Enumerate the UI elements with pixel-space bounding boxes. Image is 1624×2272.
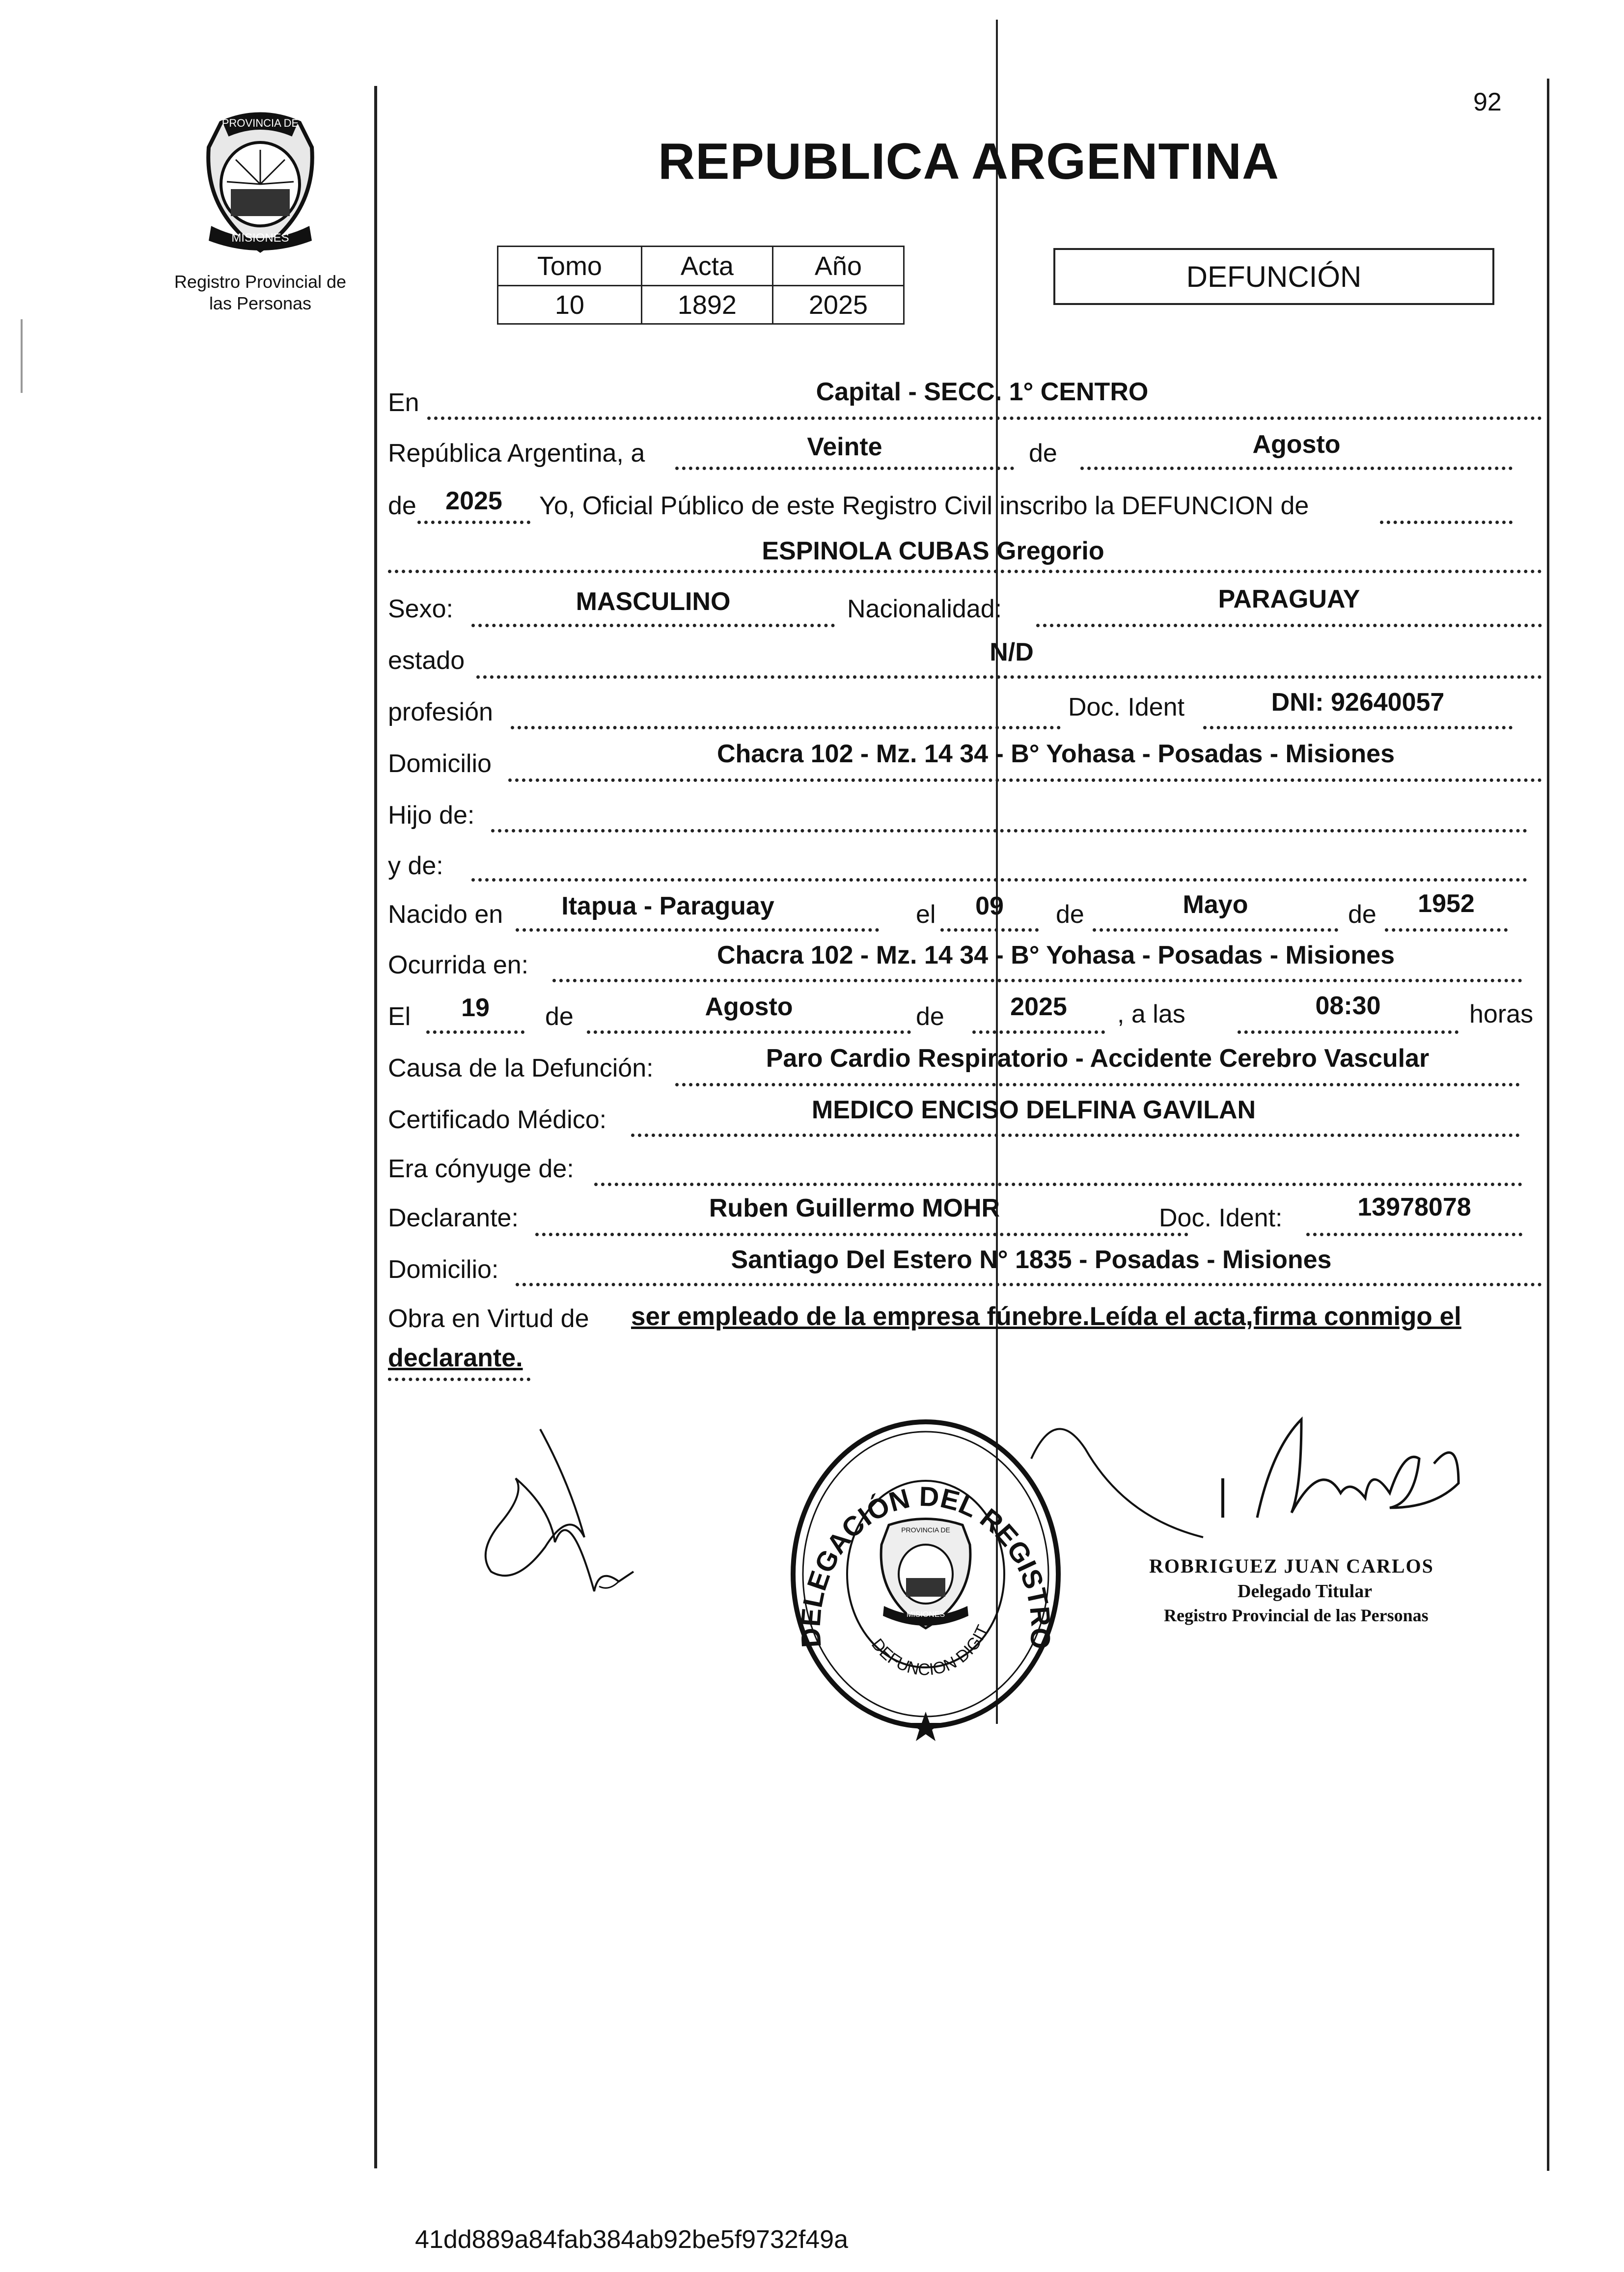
label-oficial: Yo, Oficial Público de este Registro Civil inscribo la DEFUNCION de bbox=[539, 492, 1309, 520]
label-el: el bbox=[916, 900, 936, 929]
label-hijo-de: Hijo de: bbox=[388, 801, 475, 830]
seal-inner-text: DEFUNCION DIGIT bbox=[867, 1623, 992, 1679]
document-type: DEFUNCIÓN bbox=[1186, 260, 1362, 293]
label-de-anio: de bbox=[388, 492, 416, 520]
value-ocurrida: Chacra 102 - Mz. 14 34 - B° Yohasa - Posadas - Misiones bbox=[716, 941, 1395, 970]
label-profesion: profesión bbox=[388, 698, 493, 726]
dots-fall-mes bbox=[587, 1030, 911, 1034]
document-hash: 41dd889a84fab384ab92be5f9732f49a bbox=[415, 2225, 849, 2254]
value-dia: Veinte bbox=[807, 433, 882, 461]
header-anio: Año bbox=[772, 247, 904, 286]
dots-ocurrida bbox=[552, 979, 1522, 982]
label-sexo: Sexo: bbox=[388, 595, 453, 623]
record-table-values bbox=[498, 286, 904, 324]
dots-nacido-mes bbox=[1093, 928, 1338, 932]
label-horas: horas bbox=[1469, 1000, 1534, 1028]
dots-domicilio2 bbox=[516, 1283, 1542, 1286]
label-declarante: Declarante: bbox=[388, 1204, 519, 1232]
value-estado: N/D bbox=[990, 638, 1034, 666]
registry-name-line2: las Personas bbox=[209, 293, 312, 313]
label-a-las: , a las bbox=[1117, 1000, 1185, 1028]
value-obra-line2: declarante. bbox=[388, 1344, 523, 1372]
value-sexo: MASCULINO bbox=[576, 587, 731, 616]
dots-sexo bbox=[471, 624, 835, 627]
dots-declarante bbox=[535, 1233, 1188, 1236]
dots-domicilio bbox=[508, 778, 1542, 782]
registry-name bbox=[162, 271, 358, 314]
dots-obra bbox=[388, 1378, 530, 1381]
dots-conyuge bbox=[594, 1183, 1522, 1186]
registry-seal bbox=[783, 1410, 1068, 1753]
value-fall-dia: 19 bbox=[461, 994, 490, 1022]
label-doc-ident: Doc. Ident bbox=[1068, 693, 1185, 721]
label-en: En bbox=[388, 388, 419, 417]
dots-anio bbox=[417, 521, 530, 524]
label-obra: Obra en Virtud de bbox=[388, 1304, 589, 1333]
value-hora: 08:30 bbox=[1315, 992, 1381, 1020]
label-y-de: y de: bbox=[388, 852, 443, 880]
value-domicilio2: Santiago Del Estero N° 1835 - Posadas - Misiones bbox=[731, 1246, 1332, 1274]
value-doc-ident: DNI: 92640057 bbox=[1271, 688, 1445, 717]
official-stamp bbox=[1149, 1554, 1542, 1626]
dots-mes bbox=[1080, 467, 1513, 470]
value-nombre: ESPINOLA CUBAS Gregorio bbox=[762, 537, 1104, 565]
left-margin-line bbox=[374, 86, 377, 2168]
value-nacido-anio: 1952 bbox=[1418, 889, 1475, 918]
label-de-fall-mes: de bbox=[545, 1002, 574, 1031]
dots-profesion bbox=[511, 726, 1061, 729]
dots-fall-anio bbox=[972, 1030, 1105, 1034]
dots-doc-ident bbox=[1203, 726, 1513, 729]
value-lugar: Capital - SECC. 1° CENTRO bbox=[816, 378, 1149, 406]
svg-text:PROVINCIA DE: PROVINCIA DE bbox=[901, 1526, 950, 1534]
value-tomo: 10 bbox=[498, 286, 642, 324]
value-nacido-dia: 09 bbox=[975, 892, 1004, 920]
label-causa: Causa de la Defunción: bbox=[388, 1054, 654, 1082]
svg-text:MISIONES: MISIONES bbox=[906, 1610, 945, 1619]
record-table bbox=[497, 246, 905, 325]
label-el-cap: El bbox=[388, 1002, 411, 1031]
official-name: ROBRIGUEZ JUAN CARLOS bbox=[1149, 1555, 1434, 1577]
official-office: Registro Provincial de las Personas bbox=[1164, 1606, 1429, 1625]
header-tomo: Tomo bbox=[498, 247, 642, 286]
label-de-nacido-mes: de bbox=[1056, 900, 1084, 929]
label-conyuge: Era cónyuge de: bbox=[388, 1155, 574, 1183]
label-nacionalidad: Nacionalidad: bbox=[847, 595, 1002, 623]
dots-declarante-doc bbox=[1306, 1233, 1522, 1236]
label-de-mes: de bbox=[1029, 439, 1057, 468]
label-de-fall-anio: de bbox=[916, 1002, 944, 1031]
dots-dia bbox=[675, 467, 1014, 470]
value-declarante: Ruben Guillermo MOHR bbox=[709, 1194, 1000, 1222]
label-domicilio2: Domicilio: bbox=[388, 1255, 499, 1284]
value-nacido-mes: Mayo bbox=[1183, 890, 1248, 919]
value-nacionalidad: PARAGUAY bbox=[1218, 585, 1360, 613]
value-obra-line1: ser empleado de la empresa fúnebre.Leída el acta,firma conmigo el bbox=[631, 1302, 1461, 1331]
header-acta: Acta bbox=[641, 247, 772, 286]
label-nacido-en: Nacido en bbox=[388, 900, 503, 929]
dots-nombre bbox=[388, 570, 1542, 573]
country-title: REPUBLICA ARGENTINA bbox=[658, 133, 1280, 190]
dots-causa bbox=[675, 1083, 1520, 1086]
dots-lugar bbox=[427, 416, 1542, 420]
value-fall-anio: 2025 bbox=[1010, 993, 1067, 1021]
label-de-nacido-anio: de bbox=[1348, 900, 1376, 929]
label-estado: estado bbox=[388, 646, 465, 675]
seal-outer-text: DELEGACIÓN DEL REGISTRO bbox=[795, 1480, 1057, 1650]
record-table-header bbox=[498, 247, 904, 286]
label-doc-ident2: Doc. Ident: bbox=[1159, 1204, 1283, 1232]
scan-mark bbox=[21, 319, 23, 393]
dots-hora bbox=[1238, 1030, 1459, 1034]
dots-nacionalidad bbox=[1036, 624, 1542, 627]
value-certificado: MEDICO ENCISO DELFINA GAVILAN bbox=[811, 1096, 1256, 1124]
value-causa: Paro Cardio Respiratorio - Accidente Cerebro Vascular bbox=[766, 1044, 1430, 1073]
dots-nacido-anio bbox=[1385, 928, 1508, 932]
right-margin-line bbox=[1547, 79, 1549, 2171]
dots-hijo-de bbox=[491, 829, 1527, 832]
value-domicilio: Chacra 102 - Mz. 14 34 - B° Yohasa - Posadas - Misiones bbox=[716, 740, 1395, 768]
label-republica: República Argentina, a bbox=[388, 439, 645, 468]
dots-estado bbox=[476, 675, 1542, 679]
value-anio: 2025 bbox=[772, 286, 904, 324]
value-nacido-lugar: Itapua - Paraguay bbox=[561, 892, 774, 920]
official-signature bbox=[1026, 1390, 1478, 1577]
value-anio: 2025 bbox=[445, 487, 502, 515]
document-type-box bbox=[1053, 248, 1494, 305]
official-title: Delegado Titular bbox=[1238, 1581, 1373, 1602]
label-ocurrida-en: Ocurrida en: bbox=[388, 951, 529, 979]
registry-name-line1: Registro Provincial de bbox=[174, 272, 347, 292]
svg-text:MISIONES: MISIONES bbox=[231, 231, 289, 245]
value-declarante-doc: 13978078 bbox=[1357, 1193, 1471, 1221]
declarant-signature bbox=[471, 1424, 658, 1611]
label-certificado: Certificado Médico: bbox=[388, 1106, 607, 1134]
svg-text:PROVINCIA DE: PROVINCIA DE bbox=[221, 117, 299, 129]
dots-nacido-dia bbox=[940, 928, 1039, 932]
province-emblem bbox=[192, 103, 329, 255]
dots-fall-dia bbox=[426, 1030, 524, 1034]
value-acta: 1892 bbox=[641, 286, 772, 324]
label-domicilio: Domicilio bbox=[388, 749, 492, 778]
dots-oficial-end bbox=[1380, 521, 1513, 524]
value-mes: Agosto bbox=[1252, 430, 1341, 459]
page-number: 92 bbox=[1473, 88, 1502, 116]
value-fall-mes: Agosto bbox=[705, 993, 793, 1021]
dots-nacido-lugar bbox=[516, 928, 879, 932]
dots-y-de bbox=[471, 878, 1527, 882]
dots-certificado bbox=[631, 1134, 1520, 1137]
